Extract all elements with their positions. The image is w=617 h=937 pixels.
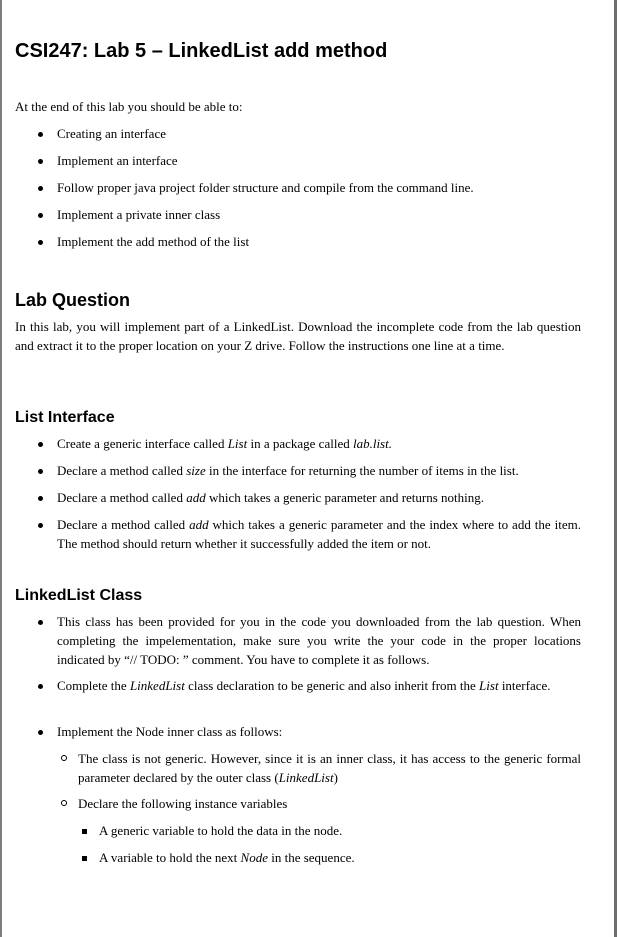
page-left-edge [0, 0, 2, 937]
linkedlist-class-heading: LinkedList Class [15, 587, 143, 604]
bullet-icon [38, 469, 43, 474]
list-item: Complete the LinkedList class declaration to be generic and also inherit from the List interface. [57, 676, 581, 695]
bullet-icon [38, 684, 43, 689]
square-bullet-icon [82, 829, 87, 834]
list-item: A variable to hold the next Node in the sequence. [99, 848, 581, 867]
list-item: The class is not generic. However, since it is an inner class, it has access to the generic formal parameter declared by the outer class (LinkedList) [78, 749, 581, 787]
list-item: Implement an interface [57, 151, 581, 170]
circle-bullet-icon [61, 755, 67, 761]
circle-bullet-icon [61, 800, 67, 806]
bullet-icon [38, 730, 43, 735]
document-title: CSI247: Lab 5 – LinkedList add method [15, 40, 388, 62]
lab-question-heading: Lab Question [15, 290, 131, 310]
list-item: Declare a method called size in the interface for returning the number of items in the list. [57, 461, 581, 480]
list-item: A generic variable to hold the data in the node. [99, 821, 581, 840]
list-item: Declare a method called add which takes a generic parameter and returns nothing. [57, 488, 581, 507]
bullet-icon [38, 523, 43, 528]
list-item: Implement the add method of the list [57, 232, 581, 251]
intro-text: At the end of this lab you should be able to: [15, 99, 243, 114]
bullet-icon [38, 496, 43, 501]
bullet-icon [38, 186, 43, 191]
bullet-icon [38, 442, 43, 447]
list-item: Create a generic interface called List in a package called lab.list. [57, 434, 581, 453]
list-item: Implement the Node inner class as follows: [57, 722, 581, 741]
list-item: Declare a method called add which takes a generic parameter and the index where to add the item. The method should return whether it successfully added the item or not. [57, 515, 581, 553]
list-item: Declare the following instance variables [78, 794, 581, 813]
list-interface-heading: List Interface [15, 409, 115, 426]
bullet-icon [38, 620, 43, 625]
list-item: This class has been provided for you in the code you downloaded from the lab question. When completing the impelementation, make sure you write the your code in the proper locations indicated by “// TODO: ” comment. You have to complete it as follows. [57, 612, 581, 669]
list-item: Implement a private inner class [57, 205, 581, 224]
bullet-icon [38, 132, 43, 137]
square-bullet-icon [82, 856, 87, 861]
lab-question-text: In this lab, you will implement part of a LinkedList. Download the incomplete code from the lab question and extract it to the proper location on your Z drive. Follow the instructions one line at a time. [15, 319, 581, 353]
list-item: Creating an interface [57, 124, 581, 143]
list-item: Follow proper java project folder structure and compile from the command line. [57, 178, 581, 197]
bullet-icon [38, 159, 43, 164]
bullet-icon [38, 213, 43, 218]
bullet-icon [38, 240, 43, 245]
